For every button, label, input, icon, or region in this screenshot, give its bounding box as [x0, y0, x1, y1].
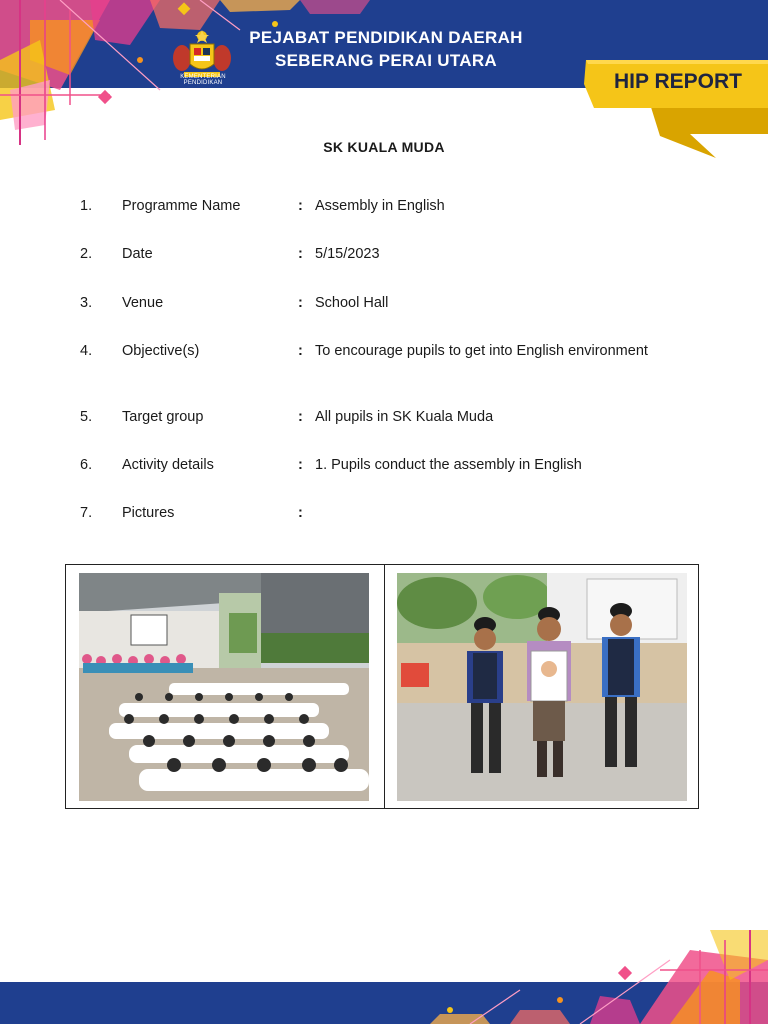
hip-report-badge: HIP REPORT	[614, 70, 742, 93]
field-number: 7.	[80, 505, 93, 521]
field-row-programme-name	[0, 198, 768, 218]
field-colon: :	[298, 295, 303, 311]
coat-of-arms-logo	[170, 28, 234, 80]
field-colon: :	[298, 246, 303, 262]
field-value: 1. Pupils conduct the assembly in English	[315, 457, 582, 473]
field-value: 5/15/2023	[315, 246, 380, 262]
photo-assembly-hall	[79, 573, 369, 801]
field-number: 4.	[80, 343, 93, 359]
crest-caption: KEMENTERIAN PENDIDIKAN	[180, 74, 226, 86]
field-row-activity-details	[0, 457, 768, 477]
field-row-objectives	[0, 343, 768, 363]
school-name-heading: SK KUALA MUDA	[323, 139, 445, 155]
office-title-line-2: SEBERANG PERAI UTARA	[275, 51, 497, 70]
field-label: Target group	[122, 409, 204, 425]
field-colon: :	[298, 505, 303, 521]
field-value: To encourage pupils to get into English environment	[315, 343, 648, 359]
field-value: School Hall	[315, 295, 389, 311]
field-label: Activity details	[122, 457, 214, 473]
field-number: 1.	[80, 198, 93, 214]
field-row-target-group	[0, 409, 768, 429]
field-row-pictures	[0, 505, 768, 525]
office-title-line-1: PEJABAT PENDIDIKAN DAERAH	[249, 28, 523, 47]
field-label: Venue	[122, 295, 164, 311]
office-title	[236, 26, 536, 72]
decorative-corner-art	[410, 930, 768, 1024]
field-number: 5.	[80, 409, 93, 425]
field-row-venue	[0, 295, 768, 315]
pictures-table	[65, 564, 699, 809]
field-colon: :	[298, 343, 303, 359]
table-divider	[384, 565, 385, 808]
field-row-date	[0, 246, 768, 266]
field-colon: :	[298, 457, 303, 473]
field-label: Date	[122, 246, 153, 262]
field-label: Programme Name	[122, 198, 241, 214]
field-value: Assembly in English	[315, 198, 445, 214]
field-number: 6.	[80, 457, 93, 473]
photo-pupils-presenting	[397, 573, 687, 801]
field-number: 2.	[80, 246, 93, 262]
field-number: 3.	[80, 295, 93, 311]
field-label: Objective(s)	[122, 343, 200, 359]
field-colon: :	[298, 409, 303, 425]
field-label: Pictures	[122, 505, 175, 521]
field-colon: :	[298, 198, 303, 214]
field-value: All pupils in SK Kuala Muda	[315, 409, 494, 425]
